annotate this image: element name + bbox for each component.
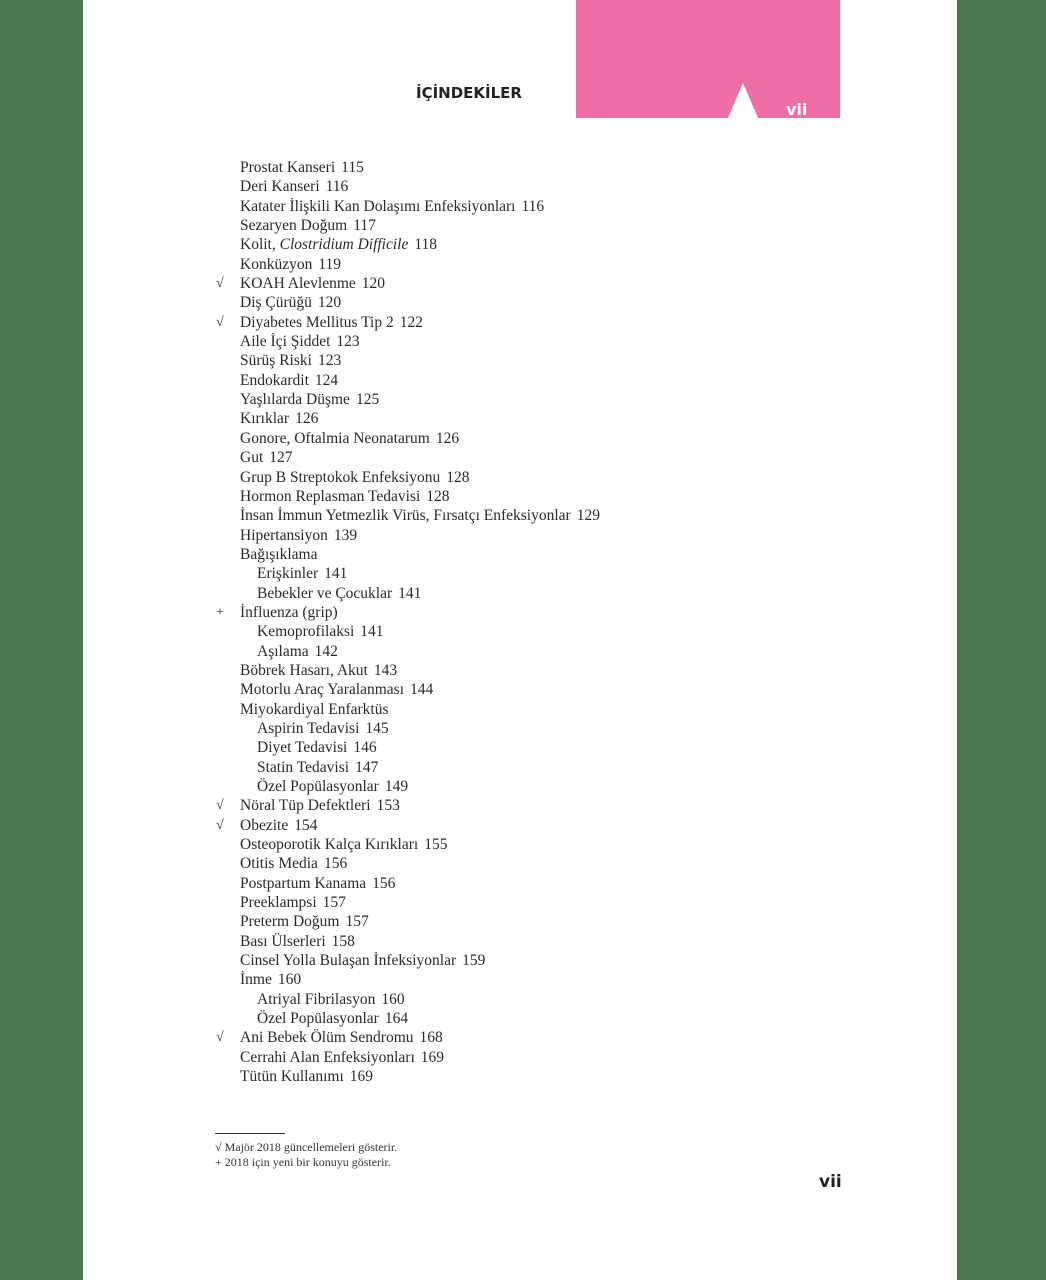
toc-entry-text	[240, 1067, 373, 1086]
footer-page-number: vii	[819, 1172, 842, 1192]
toc-entry-page-number: 139	[333, 526, 358, 544]
toc-entry-text	[240, 893, 346, 912]
toc-entry-title: Statin Tedavisi	[257, 758, 350, 776]
toc-entry-page-number: 141	[324, 565, 348, 583]
toc-entry	[83, 177, 957, 196]
toc-entry-page-number: 169	[349, 1068, 374, 1086]
toc-entry-title: Grup B Streptokok Enfeksiyonu	[240, 468, 441, 486]
toc-entry-title: Bası Ülserleri	[240, 932, 326, 950]
toc-entry-text	[240, 835, 447, 854]
toc-entry-text	[240, 274, 385, 293]
toc-entry	[83, 351, 957, 370]
new-topic-icon: +	[216, 604, 224, 620]
toc-entry-page-number: 127	[269, 449, 293, 467]
toc-entry-title: Cinsel Yolla Bulaşan İnfeksiyonlar	[240, 952, 457, 970]
toc-entry-title: Diyabetes Mellitus Tip 2	[240, 313, 394, 331]
toc-entry	[83, 912, 957, 931]
toc-entry-title: Katater İlişkili Kan Dolaşımı Enfeksiyonları	[240, 197, 516, 215]
footnotes	[215, 1140, 397, 1170]
toc-entry-title: Kolit,	[240, 236, 280, 254]
toc-entry	[83, 313, 957, 332]
toc-entry-page-number: 142	[314, 642, 338, 660]
toc-entry-page-number: 123	[336, 333, 360, 351]
toc-entry-text	[240, 796, 400, 815]
toc-entry	[83, 158, 957, 177]
toc-entry-page-number: 120	[361, 275, 386, 293]
toc-entry-text	[240, 429, 459, 448]
toc-entry-title: İnsan İmmun Yetmezlik Virüs, Fırsatçı Enfeksiyonlar	[240, 507, 571, 525]
document-page	[83, 0, 957, 1280]
toc-entry	[83, 1028, 957, 1047]
toc-entry-page-number: 124	[314, 371, 339, 389]
toc-entry	[83, 409, 957, 428]
toc-entry-title: Atriyal Fibrilasyon	[257, 990, 376, 1008]
toc-entry-page-number: 143	[373, 661, 398, 679]
toc-entry-title: Cerrahi Alan Enfeksiyonları	[240, 1048, 415, 1066]
toc-entry-text	[240, 816, 317, 835]
toc-entry-page-number: 128	[426, 487, 450, 505]
toc-entry-title: Aşılama	[257, 642, 309, 660]
toc-entry	[83, 293, 957, 312]
toc-entry	[83, 874, 957, 893]
toc-entry-page-number: 116	[521, 197, 545, 215]
toc-entry-title: Sürüş Riski	[240, 352, 312, 370]
toc-entry-title: Postpartum Kanama	[240, 874, 367, 892]
toc-entry	[83, 584, 957, 603]
toc-entry	[83, 429, 957, 448]
toc-entry	[83, 661, 957, 680]
toc-entry-title: Kırıklar	[240, 410, 290, 428]
page-title: İÇİNDEKİLER	[416, 84, 522, 102]
toc-entry-page-number: 122	[399, 313, 423, 331]
toc-entry-title: Gonore, Oftalmia Neonatarum	[240, 429, 430, 447]
toc-entry	[83, 893, 957, 912]
toc-entry-text	[240, 409, 318, 428]
toc-entry-page-number: 158	[331, 932, 355, 950]
toc-entry-page-number: 149	[384, 778, 409, 795]
toc-entry-text	[240, 177, 348, 196]
toc-entry-text	[240, 700, 395, 719]
chapter-tab	[576, 0, 840, 118]
toc-entry-title: Bağışıklama	[240, 545, 318, 563]
toc-entry-page-number: 145	[365, 719, 389, 737]
toc-entry	[83, 719, 957, 738]
toc-entry-text	[240, 506, 600, 525]
toc-entry-title: Deri Kanseri	[240, 178, 320, 196]
table-of-contents	[83, 158, 957, 1087]
toc-entry-page-number: 141	[398, 584, 422, 602]
toc-entry-page-number: 147	[355, 758, 379, 776]
toc-entry-page-number: 159	[462, 952, 486, 970]
toc-entry-text	[240, 255, 341, 274]
toc-entry-text	[240, 970, 301, 989]
toc-entry-title: KOAH Alevlenme	[240, 275, 356, 293]
toc-entry-text	[240, 197, 544, 216]
toc-entry-title: Preeklampsi	[240, 894, 317, 912]
toc-entry-page-number: 156	[323, 855, 348, 873]
toc-entry-title: Erişkinler	[257, 565, 319, 583]
toc-entry-text	[240, 390, 379, 409]
toc-entry	[83, 700, 957, 719]
toc-entry-title: Özel Popülasyonlar	[257, 1010, 379, 1028]
toc-entry-page-number: 144	[410, 681, 434, 699]
toc-entry-title: Aspirin Tedavisi	[257, 719, 360, 737]
toc-entry-page-number: 119	[318, 255, 342, 273]
toc-entry-page-number: 168	[419, 1029, 443, 1047]
toc-entry	[83, 758, 957, 777]
toc-entry-page-number: 116	[325, 178, 349, 196]
toc-entry	[83, 1067, 957, 1086]
toc-entry-title: Preterm Doğum	[240, 913, 340, 931]
toc-entry-page-number: 155	[424, 836, 448, 854]
toc-entry-text	[240, 661, 397, 680]
toc-entry-text	[257, 584, 421, 603]
toc-entry	[83, 564, 957, 583]
toc-entry	[83, 854, 957, 873]
toc-entry-title: Sezaryen Doğum	[240, 217, 348, 235]
toc-entry-title: Miyokardiyal Enfarktüs	[240, 700, 389, 718]
checkmark-icon: √	[216, 276, 224, 292]
footnote-divider	[215, 1133, 285, 1134]
toc-entry-text	[240, 487, 450, 506]
toc-entry	[83, 197, 957, 216]
toc-entry-title: Motorlu Araç Yaralanması	[240, 681, 405, 699]
toc-entry-page-number: 120	[317, 294, 342, 312]
toc-entry-page-number: 156	[372, 874, 396, 892]
toc-entry-text	[257, 642, 338, 661]
toc-entry-title: Prostat Kanseri	[240, 159, 336, 176]
toc-entry-title: Aile İçi Şiddet	[240, 333, 331, 351]
toc-entry-text	[257, 758, 378, 777]
toc-entry-title: Bebekler ve Çocuklar	[257, 584, 393, 602]
toc-entry-text	[257, 1009, 408, 1028]
toc-entry-text	[240, 332, 360, 351]
toc-entry-page-number: 128	[446, 468, 470, 486]
toc-entry	[83, 468, 957, 487]
toc-entry-text	[240, 932, 355, 951]
toc-entry-title: Hormon Replasman Tedavisi	[240, 487, 421, 505]
tab-notch-triangle	[728, 83, 758, 118]
toc-entry-title: Böbrek Hasarı, Akut	[240, 661, 368, 679]
toc-entry-text	[257, 719, 389, 738]
toc-entry-text	[240, 448, 293, 467]
toc-entry	[83, 970, 957, 989]
toc-entry-text	[240, 854, 347, 873]
toc-entry-text	[240, 235, 437, 254]
toc-entry-text	[240, 293, 341, 312]
toc-entry	[83, 274, 957, 293]
checkmark-icon: √	[216, 1030, 224, 1046]
toc-entry-page-number: 123	[317, 352, 342, 370]
toc-entry-title: Özel Popülasyonlar	[257, 778, 379, 795]
toc-entry-title: Hipertansiyon	[240, 526, 328, 544]
toc-entry	[83, 390, 957, 409]
toc-entry-page-number: 146	[353, 739, 377, 757]
checkmark-icon: √	[216, 817, 224, 833]
checkmark-icon: √	[216, 798, 224, 814]
toc-entry	[83, 932, 957, 951]
toc-entry	[83, 255, 957, 274]
toc-entry-page-number: 160	[381, 990, 405, 1008]
toc-entry-title: Osteoporotik Kalça Kırıkları	[240, 836, 419, 854]
toc-entry	[83, 1048, 957, 1067]
toc-entry-text	[240, 468, 469, 487]
toc-entry-page-number: 141	[360, 623, 384, 641]
toc-entry	[83, 487, 957, 506]
toc-entry-title: Otitis Media	[240, 855, 318, 873]
toc-entry-page-number: 157	[345, 913, 369, 931]
toc-entry	[83, 545, 957, 564]
toc-entry	[83, 235, 957, 254]
toc-entry-page-number: 169	[420, 1048, 445, 1066]
toc-entry	[83, 835, 957, 854]
toc-entry	[83, 216, 957, 235]
toc-entry	[83, 990, 957, 1009]
toc-entry-text	[240, 912, 369, 931]
toc-entry-page-number: 160	[277, 971, 302, 989]
toc-entry-text	[240, 216, 376, 235]
toc-entry-page-number: 153	[376, 797, 400, 815]
toc-entry-text	[257, 777, 408, 796]
toc-entry-page-number: 157	[322, 894, 346, 912]
toc-entry-title: Endokardit	[240, 371, 309, 389]
toc-entry-page-number: 164	[384, 1010, 409, 1028]
toc-entry-title: Kemoprofilaksi	[257, 623, 355, 641]
toc-entry-title: Ani Bebek Ölüm Sendromu	[240, 1029, 414, 1047]
toc-entry	[83, 448, 957, 467]
toc-entry-page-number: 118	[414, 236, 438, 254]
toc-entry-page-number: 115	[341, 159, 364, 176]
toc-entry-title: İnfluenza (grip)	[240, 603, 338, 621]
toc-entry-title: İnme	[240, 971, 272, 989]
footnote-major-updates: √ Majör 2018 güncellemeleri gösterir.	[215, 1140, 398, 1154]
toc-entry	[83, 680, 957, 699]
toc-entry	[83, 332, 957, 351]
checkmark-icon: √	[216, 314, 224, 330]
toc-entry	[83, 738, 957, 757]
toc-entry-title: Konküzyon	[240, 255, 313, 273]
toc-entry	[83, 506, 957, 525]
toc-entry-title: Yaşlılarda Düşme	[240, 391, 350, 409]
toc-entry-page-number: 129	[576, 507, 600, 525]
toc-entry-text	[240, 526, 357, 545]
toc-entry-text	[257, 990, 405, 1009]
toc-entry-text	[240, 1048, 444, 1067]
toc-entry-text	[240, 313, 423, 332]
toc-entry	[83, 951, 957, 970]
toc-entry-title: Obezite	[240, 816, 289, 834]
toc-entry-title: Diş Çürüğü	[240, 294, 312, 312]
tab-page-number: vii	[786, 100, 808, 119]
toc-entry-text	[240, 951, 485, 970]
toc-entry	[83, 526, 957, 545]
toc-entry-text	[240, 1028, 443, 1047]
toc-entry-text	[240, 351, 341, 370]
toc-entry	[83, 1009, 957, 1028]
toc-entry	[83, 816, 957, 835]
toc-entry-page-number: 125	[355, 391, 380, 409]
toc-entry-text	[240, 545, 324, 564]
toc-entry-page-number: 126	[435, 429, 460, 447]
toc-entry	[83, 603, 957, 622]
toc-entry-title: Diyet Tedavisi	[257, 739, 348, 757]
toc-entry-text	[257, 564, 347, 583]
toc-entry-page-number: 117	[353, 217, 376, 235]
toc-entry	[83, 371, 957, 390]
toc-entry-text	[240, 680, 433, 699]
toc-entry-text	[240, 371, 338, 390]
toc-entry	[83, 796, 957, 815]
toc-entry-title: Tütün Kullanımı	[240, 1068, 344, 1086]
toc-entry-text	[240, 603, 344, 622]
toc-entry-italic: Clostridium Difficile	[279, 236, 409, 254]
toc-entry-title: Gut	[240, 449, 264, 467]
toc-entry-text	[240, 874, 395, 893]
toc-entry	[83, 777, 957, 796]
footnote-new-topic: + 2018 için yeni bir konuyu gösterir.	[215, 1155, 391, 1169]
toc-entry	[83, 622, 957, 641]
toc-entry-text	[257, 738, 377, 757]
toc-entry-title: Nöral Tüp Defektleri	[240, 797, 371, 815]
toc-entry-page-number: 154	[294, 816, 318, 834]
toc-entry-text	[257, 622, 384, 641]
toc-entry-page-number: 126	[295, 410, 319, 428]
toc-entry	[83, 642, 957, 661]
toc-entry-text	[240, 158, 364, 177]
